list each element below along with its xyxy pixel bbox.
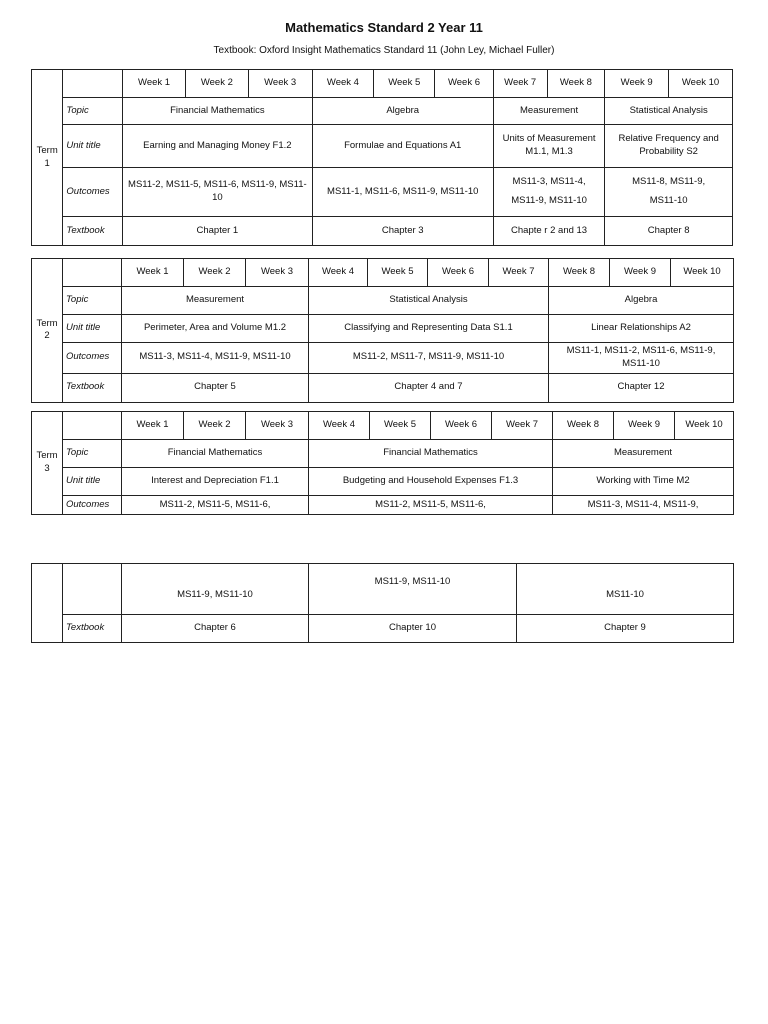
unit-cell: Budgeting and Household Expenses F1.3 — [309, 468, 553, 496]
unit-cell: Earning and Managing Money F1.2 — [123, 125, 312, 168]
week-header: Week 6 — [435, 70, 494, 98]
row-label-outcomes: Outcomes — [63, 168, 123, 217]
week-header: Week 8 — [549, 259, 610, 287]
week-header: Week 6 — [431, 412, 492, 440]
week-header: Week 10 — [675, 412, 734, 440]
label-blank — [63, 564, 122, 615]
week-header: Week 8 — [553, 412, 614, 440]
outcomes-line: MS11-3, MS11-4, — [512, 176, 586, 188]
header-blank — [63, 412, 122, 440]
textbook-cell: Chapter 4 and 7 — [309, 373, 549, 402]
textbook-cell: Chapter 8 — [605, 217, 733, 246]
outcomes-cell: MS11-2, MS11-5, MS11-6, — [122, 496, 309, 515]
week-header: Week 3 — [248, 70, 312, 98]
topic-cell: Financial Mathematics — [309, 440, 553, 468]
term-blank — [32, 564, 63, 643]
outcomes-cell: MS11-3, MS11-4, MS11-9, — [553, 496, 734, 515]
unit-cell: Formulae and Equations A1 — [312, 125, 493, 168]
row-label-unit: Unit title — [63, 315, 122, 343]
topic-cell: Measurement — [553, 440, 734, 468]
outcomes-cont-cell: MS11-9, MS11-10 — [122, 564, 309, 615]
outcomes-cell: MS11-2, MS11-7, MS11-9, MS11-10 — [309, 343, 549, 374]
week-header: Week 3 — [246, 259, 309, 287]
term3-label: Term 3 — [32, 412, 63, 515]
week-header: Week 5 — [368, 259, 428, 287]
unit-cell: Classifying and Representing Data S1.1 — [309, 315, 549, 343]
week-header: Week 1 — [122, 412, 184, 440]
row-label-textbook: Textbook — [63, 615, 122, 643]
week-header: Week 9 — [614, 412, 675, 440]
week-header: Week 2 — [184, 412, 246, 440]
topic-cell: Statistical Analysis — [309, 287, 549, 315]
outcomes-cell: MS11-1, MS11-2, MS11-6, MS11-9, MS11-10 — [549, 343, 734, 374]
term1-label: Term 1 — [32, 70, 63, 246]
outcomes-cell — [493, 168, 604, 217]
row-label-textbook: Textbook — [63, 373, 122, 402]
row-label-outcomes: Outcomes — [63, 496, 122, 515]
topic-cell: Financial Mathematics — [122, 440, 309, 468]
week-header: Week 4 — [309, 412, 370, 440]
week-header: Week 4 — [312, 70, 374, 98]
week-header: Week 9 — [605, 70, 669, 98]
textbook-cell: Chapter 5 — [122, 373, 309, 402]
row-label-unit: Unit title — [63, 125, 123, 168]
outcomes-cell — [605, 168, 733, 217]
week-header: Week 3 — [246, 412, 309, 440]
textbook-cell: Chapter 1 — [123, 217, 312, 246]
outcomes-cont-cell: MS11-9, MS11-10 — [309, 564, 517, 615]
textbook-cell: Chapte r 2 and 13 — [493, 217, 604, 246]
week-header: Week 1 — [122, 259, 184, 287]
week-header: Week 2 — [185, 70, 248, 98]
outcomes-cell: MS11-3, MS11-4, MS11-9, MS11-10 — [122, 343, 309, 374]
textbook-cell: Chapter 9 — [517, 615, 734, 643]
textbook-cell: Chapter 6 — [122, 615, 309, 643]
outcomes-line: MS11-10 — [649, 195, 688, 206]
unit-cell: Linear Relationships A2 — [549, 315, 734, 343]
header-blank — [63, 70, 123, 98]
topic-cell: Financial Mathematics — [123, 98, 312, 125]
week-header: Week 1 — [123, 70, 186, 98]
unit-cell: Working with Time M2 — [553, 468, 734, 496]
week-header: Week 9 — [610, 259, 671, 287]
outcomes-cell: MS11-2, MS11-5, MS11-6, — [309, 496, 553, 515]
textbook-cell: Chapter 10 — [309, 615, 517, 643]
week-header: Week 8 — [547, 70, 605, 98]
week-header: Week 7 — [493, 70, 547, 98]
row-label-unit: Unit title — [63, 468, 122, 496]
unit-cell: Interest and Depreciation F1.1 — [122, 468, 309, 496]
term1-table — [31, 69, 733, 246]
term2-label: Term 2 — [32, 259, 63, 403]
week-header: Week 4 — [309, 259, 368, 287]
row-label-textbook: Textbook — [63, 217, 123, 246]
topic-cell: Algebra — [549, 287, 734, 315]
week-header: Week 5 — [374, 70, 435, 98]
page-title: Mathematics Standard 2 Year 11 — [285, 20, 483, 35]
textbook-cell: Chapter 3 — [312, 217, 493, 246]
topic-cell: Measurement — [122, 287, 309, 315]
term3-continued-table — [31, 563, 734, 643]
row-label-outcomes: Outcomes — [63, 343, 122, 374]
header-blank — [63, 259, 122, 287]
unit-cell: Units of Measurement M1.1, M1.3 — [493, 125, 604, 168]
outcomes-line: MS11-9, MS11-10 — [511, 195, 587, 206]
textbook-subtitle: Textbook: Oxford Insight Mathematics Standard 11 (John Ley, Michael Fuller) — [213, 45, 555, 56]
topic-cell: Measurement — [493, 98, 604, 125]
outcomes-cont-cell: MS11-10 — [517, 564, 734, 615]
term2-table — [31, 258, 734, 403]
unit-cell: Perimeter, Area and Volume M1.2 — [122, 315, 309, 343]
row-label-topic: Topic — [63, 287, 122, 315]
textbook-cell: Chapter 12 — [549, 373, 734, 402]
week-header: Week 10 — [671, 259, 734, 287]
week-header: Week 2 — [184, 259, 246, 287]
week-header: Week 5 — [370, 412, 431, 440]
topic-cell: Algebra — [312, 98, 493, 125]
row-label-topic: Topic — [63, 98, 123, 125]
outcomes-cell: MS11-2, MS11-5, MS11-6, MS11-9, MS11-10 — [123, 168, 312, 217]
term3-table — [31, 411, 734, 515]
row-label-topic: Topic — [63, 440, 122, 468]
unit-cell: Relative Frequency and Probability S2 — [605, 125, 733, 168]
week-header: Week 7 — [489, 259, 549, 287]
week-header: Week 7 — [492, 412, 553, 440]
topic-cell: Statistical Analysis — [605, 98, 733, 125]
week-header: Week 10 — [669, 70, 733, 98]
week-header: Week 6 — [428, 259, 489, 287]
outcomes-line: MS11-8, MS11-9, — [632, 176, 706, 188]
outcomes-cell: MS11-1, MS11-6, MS11-9, MS11-10 — [312, 168, 493, 217]
